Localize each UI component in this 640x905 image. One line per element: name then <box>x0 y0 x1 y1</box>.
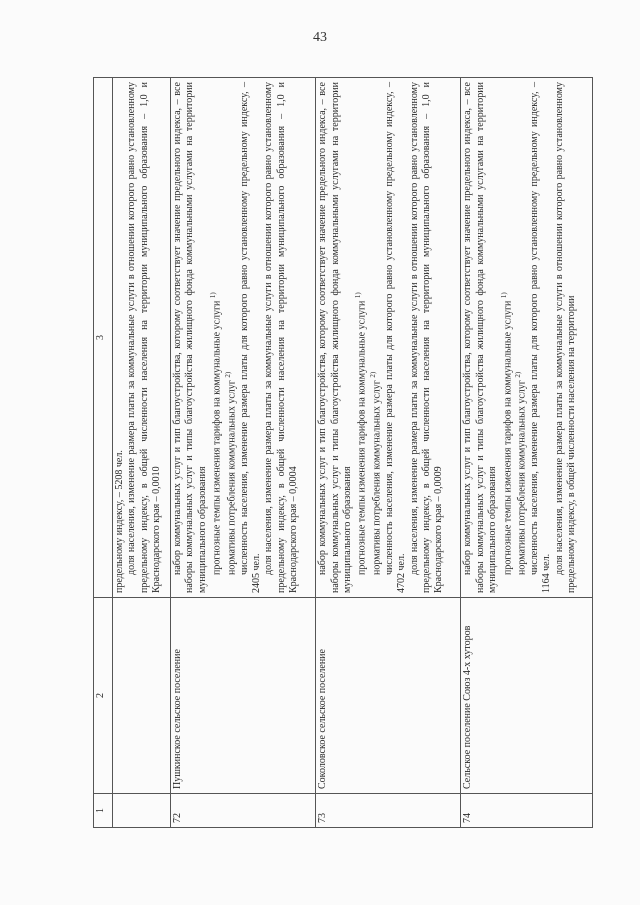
row-number-cell: 73 <box>316 794 461 828</box>
header-cell-settlement: 2 <box>94 598 113 794</box>
details-text: набор коммунальных услуг и тип благоустройства, которому соответствует значение предельного индекса, – все наборы коммунальных услуг и типы благоустройства жилищного фонда коммунальными услугами на территории муниципального образования <box>172 82 208 593</box>
details-paragraph <box>369 82 384 593</box>
details-paragraph <box>239 82 264 593</box>
details-paragraph <box>554 82 579 593</box>
details-paragraph <box>462 82 499 593</box>
details-cell <box>316 78 461 598</box>
settlement-name-cell: Сельское поселение Союз 4-х хуторов <box>461 598 593 794</box>
details-paragraph: доля населения, изменение размера платы за коммунальные услуги в отношении которого равно установленному предельному индексу, в общей численности населения на территории муниципального образования – 1,0 и Краснодарского края – 0,0010 <box>126 82 163 593</box>
details-text: нормативы потребления коммунальных услуг <box>226 380 238 575</box>
row-number-cell: 72 <box>171 794 316 828</box>
details-text: прогнозные темпы изменения тарифов на коммунальные услуги <box>211 300 223 575</box>
details-text: нормативы потребления коммунальных услуг <box>516 380 528 575</box>
footnote-marker: 2) <box>514 371 523 378</box>
table-row <box>316 78 461 828</box>
details-text: численность населения, изменение размера платы для которого равно установленному предельному индексу, – 1164 чел. <box>529 82 553 593</box>
details-text: численность населения, изменение размера платы для которого равно установленному предельному индексу, – 2405 чел. <box>238 82 263 593</box>
details-text: прогнозные темпы изменения тарифов на коммунальные услуги <box>501 300 513 575</box>
details-cell <box>171 78 316 598</box>
details-text: набор коммунальных услуг и тип благоустройства, которому соответствует значение предельного индекса, – все наборы коммунальных услуг и типы благоустройства жилищного фонда коммунальными услугами на территории муниципального образования <box>317 82 354 593</box>
details-paragraph <box>500 82 515 593</box>
footnote-marker: 1) <box>499 292 508 299</box>
details-paragraph <box>409 82 446 593</box>
details-cell <box>113 78 171 598</box>
details-text: набор коммунальных услуг и тип благоустройства, которому соответствует значение предельного индекса, – все наборы коммунальных услуг и типы благоустройства жилищного фонда коммунальными услугами на территории муниципального образования <box>462 82 499 593</box>
header-cell-details: 3 <box>94 78 113 598</box>
settlement-name-cell: Соколовское сельское поселение <box>316 598 461 794</box>
footnote-marker: 1) <box>354 292 363 299</box>
page-number: 43 <box>313 30 327 45</box>
footnote-marker: 1) <box>209 292 218 299</box>
details-paragraph: предельному индексу, – 5208 чел. <box>114 450 125 593</box>
table-row-continuation <box>113 78 171 828</box>
details-paragraph <box>354 82 369 593</box>
header-cell-number: 1 <box>94 794 113 828</box>
rotated-table-frame <box>93 78 593 828</box>
details-paragraph <box>317 82 354 593</box>
table-row <box>171 78 316 828</box>
details-paragraph <box>263 82 300 593</box>
settlement-name-cell: Пушкинское сельское поселение <box>171 598 316 794</box>
row-number-cell: 74 <box>461 794 593 828</box>
details-paragraph <box>384 82 409 593</box>
details-text: нормативы потребления коммунальных услуг <box>371 380 383 575</box>
details-paragraph <box>514 82 529 593</box>
details-cell <box>461 78 593 598</box>
details-paragraph <box>224 82 239 593</box>
table-header-row <box>94 78 113 828</box>
indices-table <box>93 77 593 828</box>
details-paragraph <box>172 82 209 593</box>
details-paragraph <box>529 82 554 593</box>
footnote-marker: 2) <box>223 371 232 378</box>
details-text: прогнозные темпы изменения тарифов на коммунальные услуги <box>356 300 368 575</box>
details-text: численность населения, изменение размера платы для которого равно установленному предельному индексу, – 4702 чел. <box>383 82 408 593</box>
row-number-cell <box>113 794 171 828</box>
settlement-name-cell <box>113 598 171 794</box>
details-text: доля населения, изменение размера платы за коммунальные услуги в отношении которого равно установленному предельному индексу, в общей численности населения на территории муниципального образования – 1,0 и Краснодарского края – 0,0004 <box>263 82 300 593</box>
details-text: доля населения, изменение размера платы за коммунальные услуги в отношении которого равно установленному предельному индексу, в общей численности населения на территории <box>553 82 578 593</box>
footnote-marker: 2) <box>369 371 378 378</box>
details-paragraph <box>209 82 224 593</box>
details-text: доля населения, изменение размера платы за коммунальные услуги в отношении которого равно установленному предельному индексу, в общей численности населения на территории муниципального образования – 1,0 и Краснодарского края – 0,0009 <box>408 82 445 593</box>
table-row <box>461 78 593 828</box>
